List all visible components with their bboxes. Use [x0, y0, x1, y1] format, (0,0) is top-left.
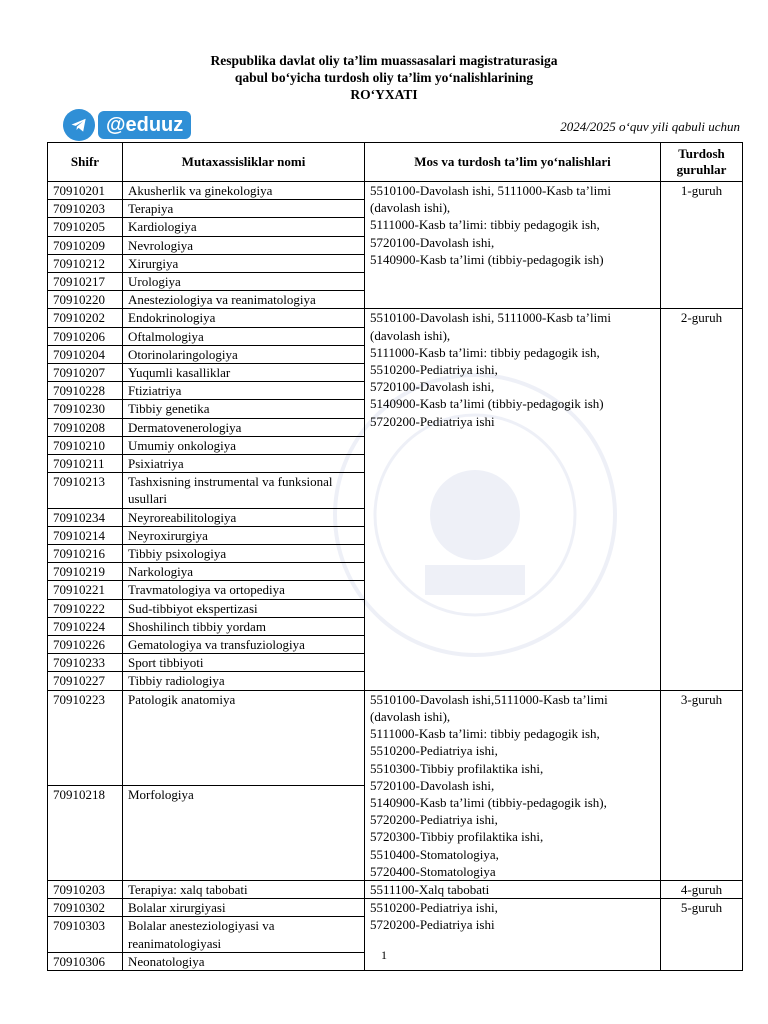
table-header-row — [48, 143, 743, 182]
table-row — [48, 899, 743, 917]
specialty-code: 70910203 — [48, 880, 123, 898]
eduuz-brand-label: @eduuz — [98, 111, 191, 139]
specialty-name: Umumiy onkologiya — [123, 436, 365, 454]
specialty-name: Xirurgiya — [123, 254, 365, 272]
specialty-code: 70910216 — [48, 545, 123, 563]
specialty-name: Otorinolaringologiya — [123, 345, 365, 363]
page-number: 1 — [381, 948, 387, 962]
related-group: 2-guruh — [661, 309, 743, 690]
specialty-code: 70910234 — [48, 508, 123, 526]
specialty-name: Bolalar anesteziologiyasi va reanimatologiyasi — [123, 917, 365, 952]
specialty-name: Neyroxirurgiya — [123, 526, 365, 544]
specialty-code: 70910203 — [48, 200, 123, 218]
specialty-name: Psixiatriya — [123, 455, 365, 473]
specialty-code: 70910220 — [48, 291, 123, 309]
specialty-name: Dermatovenerologiya — [123, 418, 365, 436]
specialty-name: Oftalmologiya — [123, 327, 365, 345]
specialty-name: Tashxisning instrumental va funksional usullari — [123, 473, 365, 508]
related-group: 5-guruh — [661, 899, 743, 971]
related-group: 4-guruh — [661, 880, 743, 898]
header-shifr: Shifr — [48, 143, 123, 182]
specialty-code: 70910223 — [48, 690, 123, 785]
specialty-name: Kardiologiya — [123, 218, 365, 236]
specialty-code: 70910306 — [48, 952, 123, 970]
header-specialty-name: Mutaxassisliklar nomi — [123, 143, 365, 182]
table-body — [48, 182, 743, 971]
specialty-code: 70910230 — [48, 400, 123, 418]
specialty-name: Neyroreabilitologiya — [123, 508, 365, 526]
table-row — [48, 880, 743, 898]
specialty-code: 70910222 — [48, 599, 123, 617]
specialty-name: Sport tibbiyoti — [123, 654, 365, 672]
specialty-name: Nevrologiya — [123, 236, 365, 254]
specialty-code: 70910206 — [48, 327, 123, 345]
specialty-code: 70910303 — [48, 917, 123, 952]
telegram-icon — [63, 109, 95, 141]
specialty-code: 70910204 — [48, 345, 123, 363]
specialty-name: Narkologiya — [123, 563, 365, 581]
table-row — [48, 690, 743, 785]
specialty-name: Anesteziologiya va reanimatologiya — [123, 291, 365, 309]
specialty-code: 70910228 — [48, 382, 123, 400]
specialty-name: Travmatologiya va ortopediya — [123, 581, 365, 599]
specialty-name: Akusherlik va ginekologiya — [123, 182, 365, 200]
document-title-line-2: qabul bo‘yicha turdosh oliy ta’lim yo‘nalishlarining — [234, 70, 534, 85]
specialty-name: Urologiya — [123, 273, 365, 291]
header-related-groups: Turdosh guruhlar — [661, 143, 743, 182]
specialty-code: 70910209 — [48, 236, 123, 254]
related-directions: 5510100-Davolash ishi, 5111000-Kasb ta’limi (davolash ishi), 5111000-Kasb ta’limi: tibbiy pedagogik ish, 5720100-Davolash ishi, 5140900-Kasb ta’limi (tibbiy-pedagogik ish) — [365, 182, 661, 309]
specialty-name: Tibbiy genetika — [123, 400, 365, 418]
related-directions: 5510100-Davolash ishi, 5111000-Kasb ta’limi (davolash ishi), 5111000-Kasb ta’limi: tibbiy pedagogik ish, 5510200-Pediatriya ishi, 5720100-Davolash ishi, 5140900-Kasb ta’limi (tibbiy-pedagogik ish) 5720200-Pediatriya ishi — [365, 309, 661, 690]
specialty-name: Shoshilinch tibbiy yordam — [123, 617, 365, 635]
specialty-name: Terapiya — [123, 200, 365, 218]
specialty-name: Morfologiya — [123, 785, 365, 880]
header-related-directions: Mos va turdosh ta’lim yo‘nalishlari — [365, 143, 661, 182]
specialty-name: Yuqumli kasalliklar — [123, 364, 365, 382]
specialty-name: Tibbiy radiologiya — [123, 672, 365, 690]
related-group: 3-guruh — [661, 690, 743, 880]
specialty-code: 70910202 — [48, 309, 123, 327]
specialty-code: 70910201 — [48, 182, 123, 200]
specialty-code: 70910219 — [48, 563, 123, 581]
specialty-code: 70910214 — [48, 526, 123, 544]
specialty-name: Terapiya: xalq tabobati — [123, 880, 365, 898]
specialty-code: 70910227 — [48, 672, 123, 690]
specialty-code: 70910226 — [48, 636, 123, 654]
specialties-table — [47, 142, 743, 971]
eduuz-logo — [63, 110, 191, 140]
specialty-code: 70910218 — [48, 785, 123, 880]
specialty-name: Tibbiy psixologiya — [123, 545, 365, 563]
specialty-code: 70910217 — [48, 273, 123, 291]
academic-year-note: 2024/2025 o‘quv yili qabuli uchun — [560, 119, 740, 134]
related-group: 1-guruh — [661, 182, 743, 309]
specialty-code: 70910302 — [48, 899, 123, 917]
specialty-name: Patologik anatomiya — [123, 690, 365, 785]
specialty-name: Bolalar xirurgiyasi — [123, 899, 365, 917]
document-title-line-3: RO‘YXATI — [350, 87, 418, 102]
specialty-code: 70910224 — [48, 617, 123, 635]
specialty-code: 70910207 — [48, 364, 123, 382]
specialty-code: 70910233 — [48, 654, 123, 672]
related-directions: 5510200-Pediatriya ishi, 5720200-Pediatriya ishi — [365, 899, 661, 971]
specialty-code: 70910205 — [48, 218, 123, 236]
specialty-code: 70910208 — [48, 418, 123, 436]
specialty-code: 70910210 — [48, 436, 123, 454]
document-title-line-1: Respublika davlat oliy ta’lim muassasalari magistraturasiga — [210, 53, 558, 68]
related-directions: 5510100-Davolash ishi,5111000-Kasb ta’limi (davolash ishi), 5111000-Kasb ta’limi: tibbiy pedagogik ish, 5510200-Pediatriya ishi, 5510300-Tibbiy profilaktika ishi, 5720100-Davolash ishi, 5140900-Kasb ta’limi (tibbiy-pedagogik ish), 5720200-Pediatriya ishi, 5720300-Tibbiy profilaktika ishi, 5510400-Stomatologiya, 5720400-Stomatologiya — [365, 690, 661, 880]
table-row — [48, 182, 743, 200]
specialty-name: Sud-tibbiyot ekspertizasi — [123, 599, 365, 617]
specialty-name: Ftiziatriya — [123, 382, 365, 400]
specialty-name: Neonatologiya — [123, 952, 365, 970]
related-directions: 5511100-Xalq tabobati — [365, 880, 661, 898]
specialty-name: Gematologiya va transfuziologiya — [123, 636, 365, 654]
specialty-code: 70910213 — [48, 473, 123, 508]
table-row — [48, 309, 743, 327]
specialty-code: 70910212 — [48, 254, 123, 272]
specialty-code: 70910211 — [48, 455, 123, 473]
specialty-code: 70910221 — [48, 581, 123, 599]
specialty-name: Endokrinologiya — [123, 309, 365, 327]
